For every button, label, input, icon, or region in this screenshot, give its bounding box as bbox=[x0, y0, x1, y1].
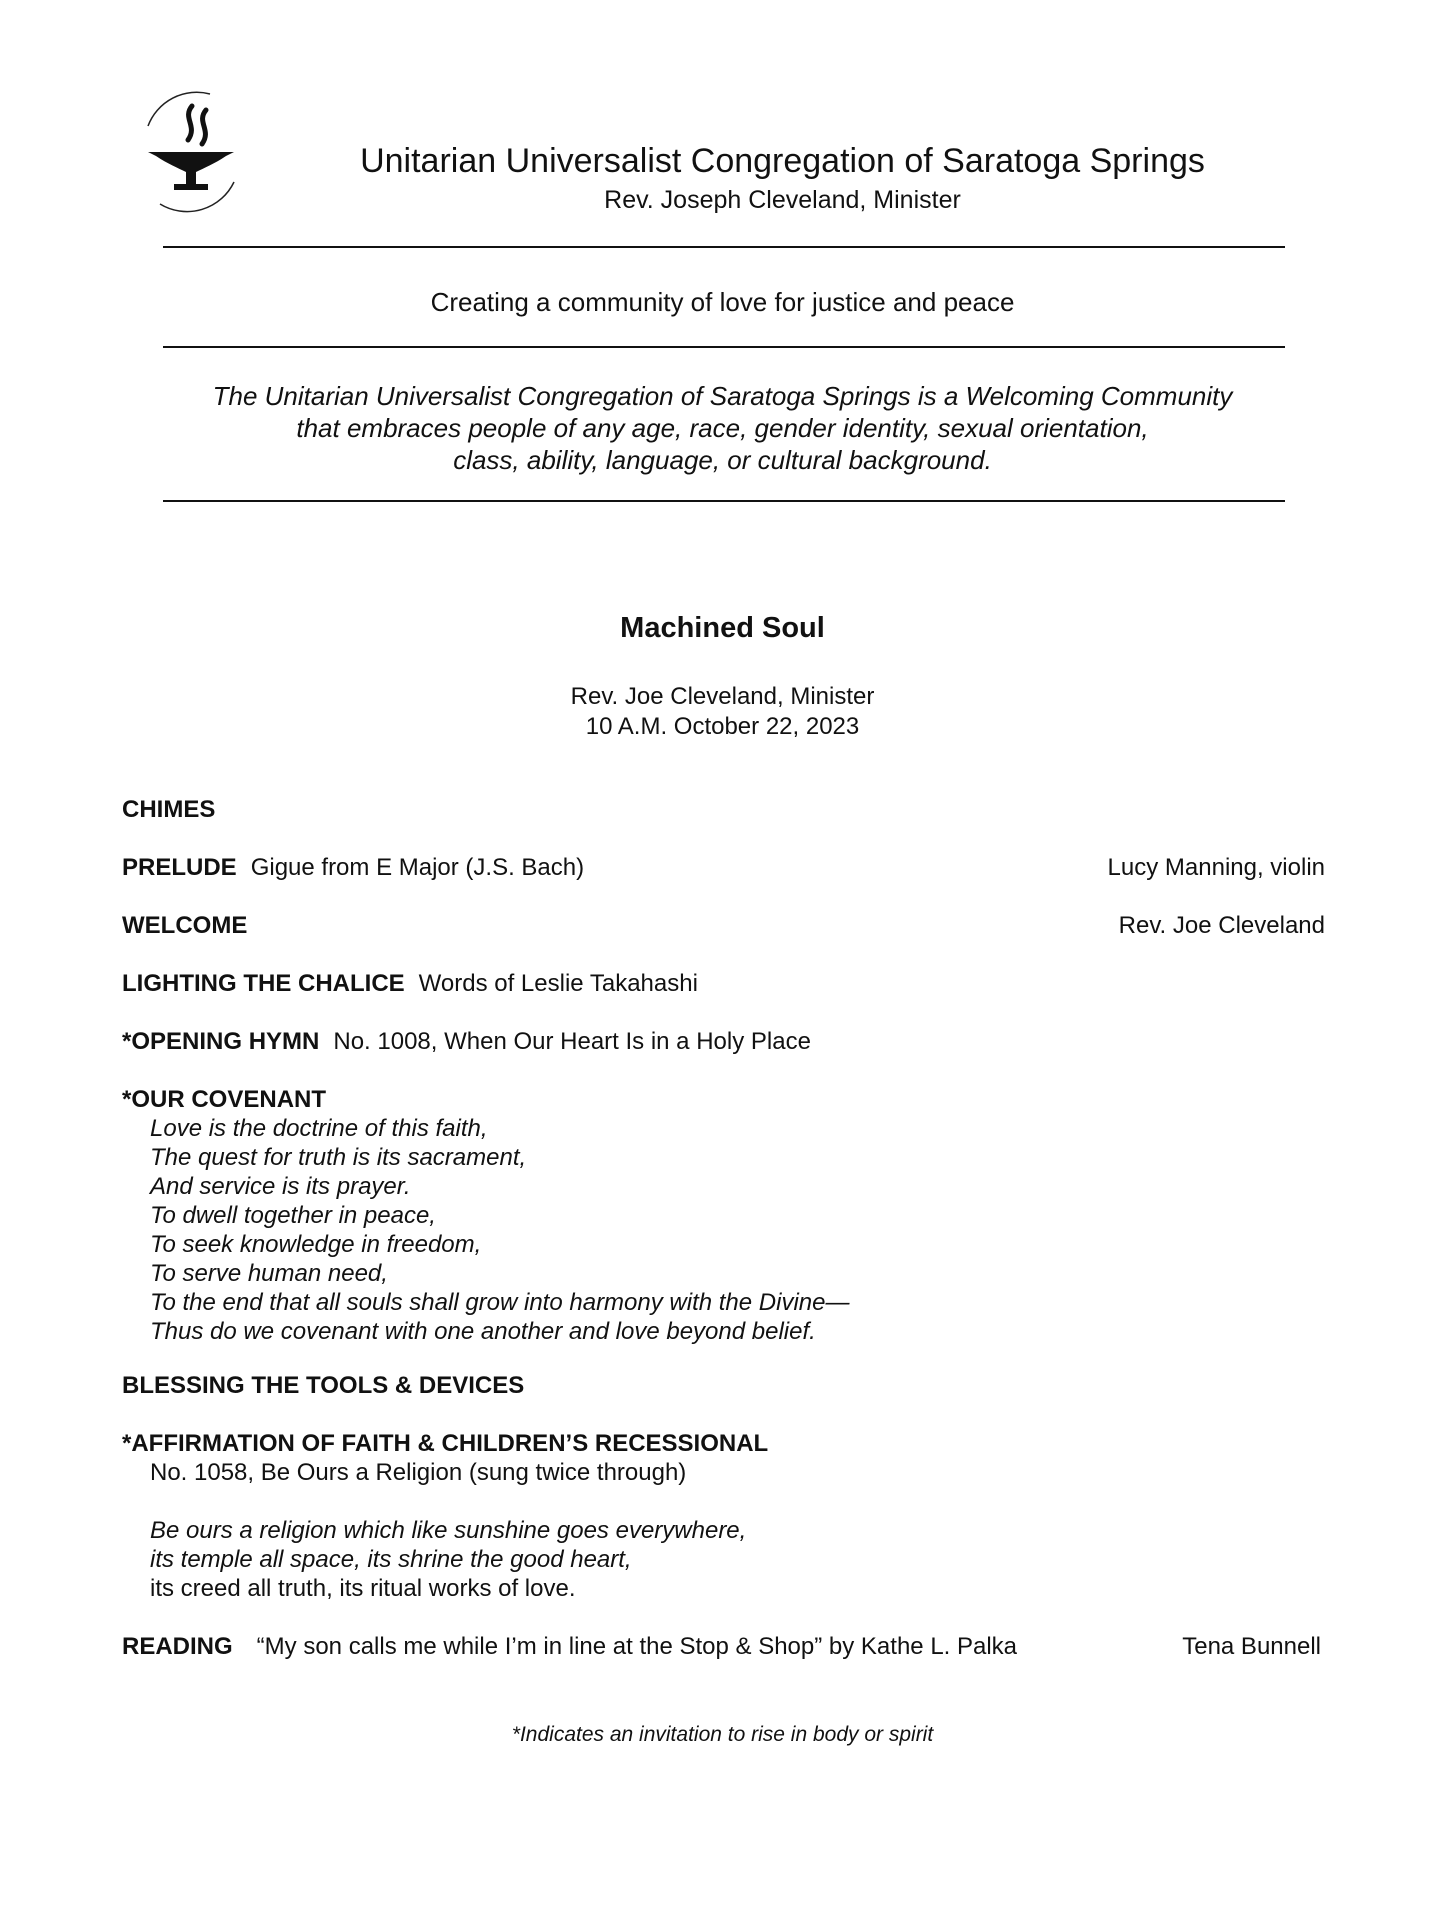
affirmation-line: its temple all space, its shrine the good heart, bbox=[150, 1546, 632, 1573]
divider bbox=[163, 246, 1285, 248]
welcoming-line: that embraces people of any age, race, gender identity, sexual orientation, bbox=[296, 413, 1149, 443]
divider bbox=[163, 500, 1285, 502]
affirmation-hymn: No. 1058, Be Ours a Religion (sung twice through) bbox=[150, 1459, 687, 1486]
item-label: *OUR COVENANT bbox=[122, 1086, 327, 1113]
covenant-line: To serve human need, bbox=[150, 1260, 388, 1287]
item-prelude bbox=[122, 854, 584, 882]
welcoming-line: The Unitarian Universalist Congregation of Saratoga Springs is a Welcoming Community bbox=[212, 381, 1233, 411]
item-detail: Words of Leslie Takahashi bbox=[418, 970, 698, 997]
item-label: BLESSING THE TOOLS & DEVICES bbox=[122, 1372, 525, 1399]
item-welcome bbox=[122, 912, 247, 940]
sermon-meta bbox=[0, 682, 1445, 742]
covenant-line: And service is its prayer. bbox=[150, 1173, 411, 1200]
covenant-line: Thus do we covenant with one another and love beyond belief. bbox=[150, 1318, 816, 1345]
item-covenant bbox=[122, 1086, 326, 1114]
covenant-line: To seek knowledge in freedom, bbox=[150, 1231, 482, 1258]
divider bbox=[163, 346, 1285, 348]
reading-reader: Tena Bunnell bbox=[1182, 1633, 1321, 1660]
affirmation-text bbox=[150, 1516, 746, 1603]
item-label: *AFFIRMATION OF FAITH & CHILDREN’S RECESSIONAL bbox=[122, 1430, 769, 1457]
item-chimes bbox=[122, 796, 215, 824]
affirmation-line: Be ours a religion which like sunshine goes everywhere, bbox=[150, 1517, 747, 1544]
item-label: PRELUDE bbox=[122, 854, 237, 881]
item-detail: “My son calls me while I’m in line at the Stop & Shop” by Kathe L. Palka bbox=[256, 1633, 1018, 1660]
welcome-leader: Rev. Joe Cleveland bbox=[1118, 912, 1325, 939]
item-label: LIGHTING THE CHALICE bbox=[122, 970, 405, 997]
affirmation-line: its creed all truth, its ritual works of love. bbox=[150, 1575, 576, 1602]
item-detail: Gigue from E Major (J.S. Bach) bbox=[250, 854, 585, 881]
welcoming-line: class, ability, language, or cultural background. bbox=[453, 445, 992, 475]
organization-name: Unitarian Universalist Congregation of Saratoga Springs bbox=[360, 142, 1205, 180]
sermon-title: Machined Soul bbox=[620, 612, 825, 644]
item-lighting-chalice bbox=[122, 970, 698, 998]
covenant-line: Love is the doctrine of this faith, bbox=[150, 1115, 488, 1142]
item-affirmation bbox=[122, 1430, 768, 1458]
covenant-text bbox=[150, 1114, 849, 1346]
sermon-preacher: Rev. Joe Cleveland, Minister bbox=[570, 683, 875, 710]
covenant-line: To the end that all souls shall grow into harmony with the Divine— bbox=[150, 1289, 850, 1316]
prelude-performer: Lucy Manning, violin bbox=[1107, 854, 1325, 881]
item-label: WELCOME bbox=[122, 912, 248, 939]
welcoming-statement bbox=[160, 380, 1285, 476]
item-blessing bbox=[122, 1372, 524, 1400]
covenant-line: To dwell together in peace, bbox=[150, 1202, 436, 1229]
item-label: READING bbox=[122, 1633, 233, 1660]
sermon-datetime: 10 A.M. October 22, 2023 bbox=[585, 713, 860, 740]
minister-name: Rev. Joseph Cleveland, Minister bbox=[604, 186, 961, 214]
item-label: CHIMES bbox=[122, 796, 216, 823]
footnote: *Indicates an invitation to rise in body or spirit bbox=[511, 1723, 934, 1746]
item-reading bbox=[122, 1633, 1017, 1661]
item-label: *OPENING HYMN bbox=[122, 1028, 320, 1055]
item-opening-hymn bbox=[122, 1028, 811, 1056]
mission-statement: Creating a community of love for justice and peace bbox=[430, 287, 1015, 317]
covenant-line: The quest for truth is its sacrament, bbox=[150, 1144, 527, 1171]
item-detail: No. 1008, When Our Heart Is in a Holy Place bbox=[333, 1028, 811, 1055]
